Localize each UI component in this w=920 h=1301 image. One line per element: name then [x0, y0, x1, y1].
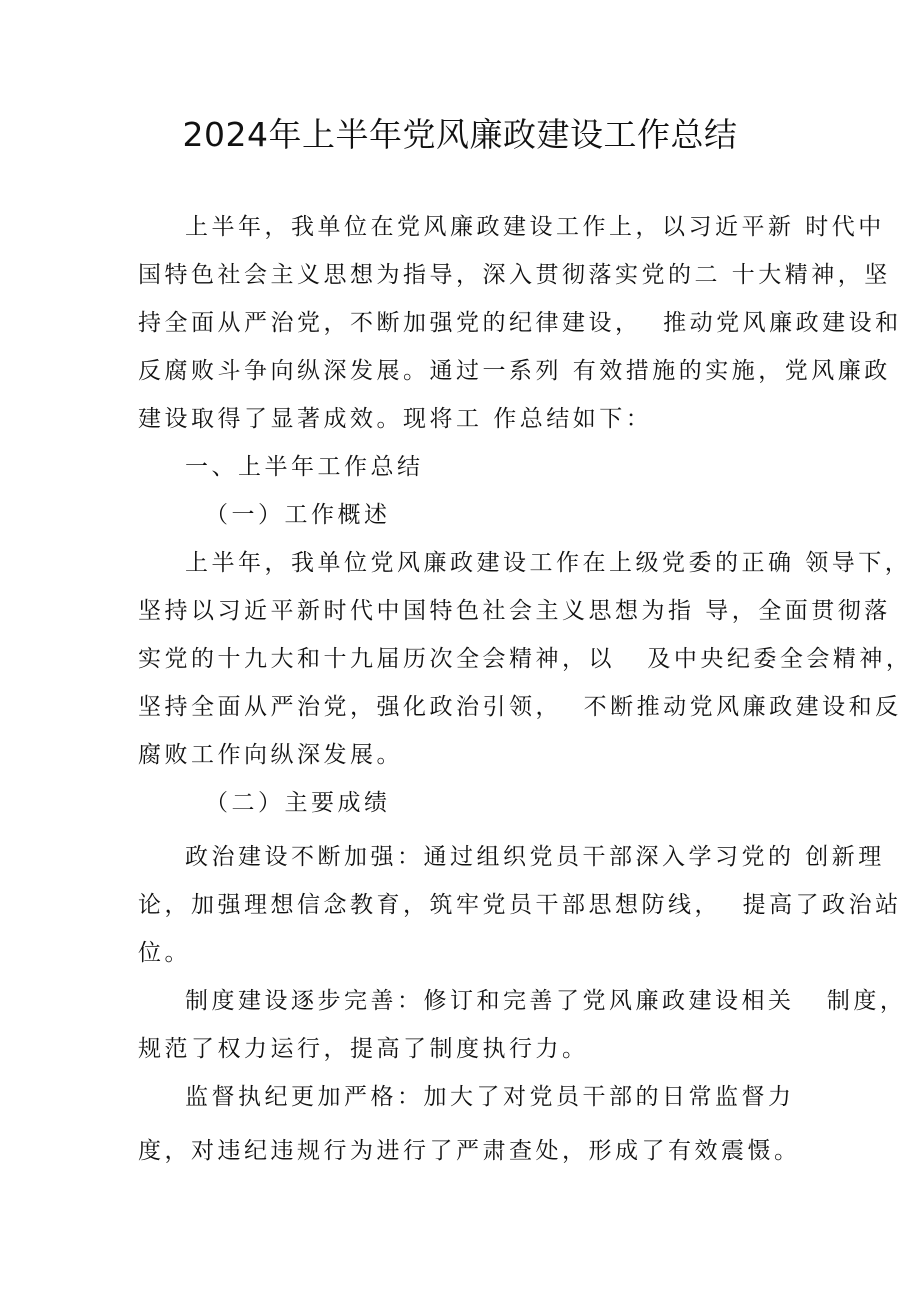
paragraph-line: 监督执纪更加严格：加大了对党员干部的日常监督力 — [185, 1084, 795, 1110]
paragraph-line: 论，加强理想信念教育，筑牢党员干部思想防线， 提高了政治站 — [138, 892, 902, 918]
paragraph-line: 度，对违纪违规行为进行了严肃查处，形成了有效震慑。 — [138, 1138, 801, 1164]
paragraph-line: 位。 — [138, 940, 191, 966]
section-heading: 一、上半年工作总结 — [185, 454, 424, 480]
paragraph-line: 实党的十九大和十九届历次全会精神，以 及中央纪委全会精神， — [138, 646, 913, 672]
paragraph-line: 坚持全面从严治党，强化政治引领， 不断推动党风廉政建设和反 — [138, 694, 902, 720]
paragraph-line: 上半年，我单位在党风廉政建设工作上，以习近平新 时代中 — [185, 214, 885, 240]
paragraph-line: 上半年，我单位党风廉政建设工作在上级党委的正确 领导下， — [185, 550, 912, 576]
paragraph-line: 坚持以习近平新时代中国特色社会主义思想为指 导，全面贯彻落 — [138, 598, 891, 624]
document-title: 2024年上半年党风廉政建设工作总结 — [182, 115, 738, 154]
paragraph-line: 反腐败斗争向纵深发展。通过一系列 有效措施的实施，党风廉政 — [138, 358, 891, 384]
paragraph-line: 制度建设逐步完善：修订和完善了党风廉政建设相关 制度， — [185, 988, 907, 1014]
paragraph-line: 建设取得了显著成效。现将工 作总结如下： — [138, 406, 653, 432]
paragraph-line: 腐败工作向纵深发展。 — [138, 742, 403, 768]
paragraph-line: 政治建设不断加强：通过组织党员干部深入学习党的 创新理 — [185, 844, 885, 870]
subsection-heading: （二）主要成绩 — [205, 790, 391, 816]
paragraph-line: 持全面从严治党，不断加强党的纪律建设， 推动党风廉政建设和 — [138, 310, 902, 336]
paragraph-line: 规范了权力运行，提高了制度执行力。 — [138, 1036, 589, 1062]
subsection-heading: （一）工作概述 — [205, 502, 391, 528]
paragraph-line: 国特色社会主义思想为指导，深入贯彻落实党的二 十大精神，坚 — [138, 262, 891, 288]
